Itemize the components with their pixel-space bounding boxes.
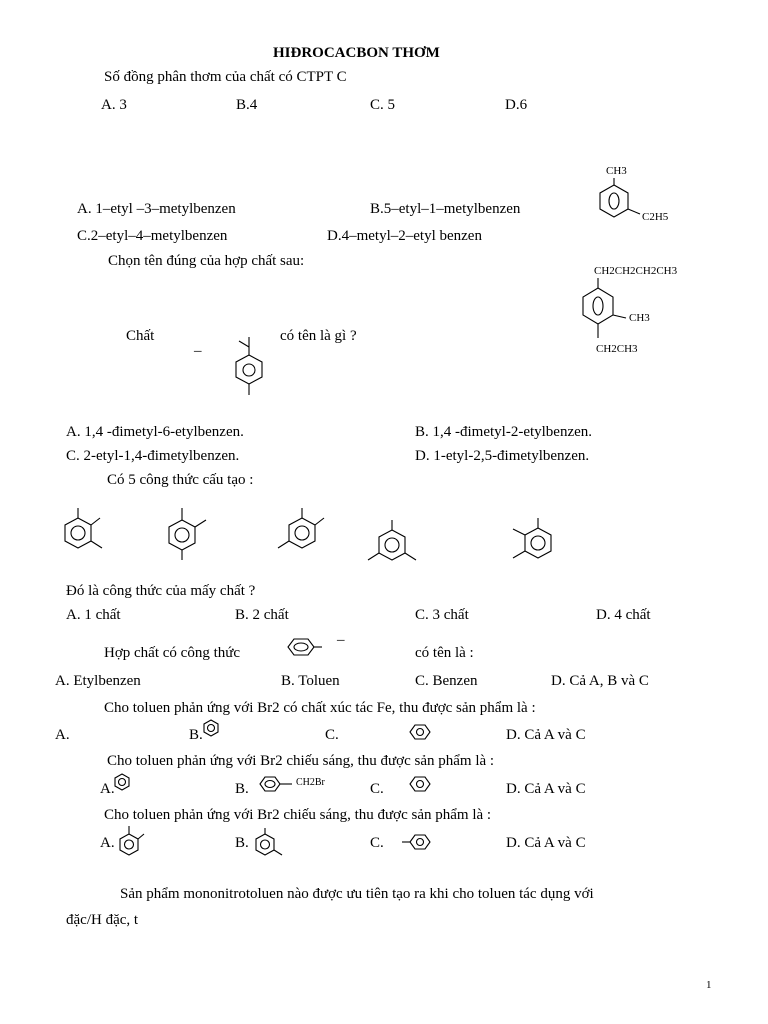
- q7-option-c-ring-icon: [404, 722, 436, 742]
- q7-stem: Cho toluen phản ứng với Br2 có chất xúc tác Fe, thu được sản phẩm là :: [104, 700, 536, 716]
- q9-option-c: C.: [370, 835, 384, 851]
- q5-structure-4-icon: [364, 518, 420, 566]
- q8-option-a-ring-icon: [112, 772, 132, 792]
- q7-option-b-ring-icon: [201, 718, 221, 738]
- page-title: HIĐROCACBON THƠM: [273, 45, 440, 61]
- q7-option-b: B.: [189, 727, 203, 743]
- q2-benzene-ring-icon: [590, 178, 640, 228]
- q5-structure-5-icon: [508, 516, 560, 566]
- q2-option-c: C.2–etyl–4–metylbenzen: [77, 228, 228, 244]
- page-number: 1: [706, 979, 712, 991]
- q6-option-c: C. Benzen: [415, 673, 478, 689]
- q8-option-d: D. Cả A và C: [506, 781, 586, 797]
- q9-option-b: B.: [235, 835, 249, 851]
- q8-option-c: C.: [370, 781, 384, 797]
- q8-option-b-label: CH2Br: [296, 777, 325, 788]
- q5-question: Đó là công thức của mấy chất ?: [66, 583, 256, 599]
- q2-struct-side-label: C2H5: [642, 211, 669, 223]
- q4-option-c: C. 2-etyl-1,4-đimetylbenzen.: [66, 448, 240, 464]
- q6-option-a: A. Etylbenzen: [55, 673, 141, 689]
- q5-stem: Có 5 công thức cấu tạo :: [107, 472, 254, 488]
- q5-option-b: B. 2 chất: [235, 607, 289, 623]
- q1-option-c: C. 5: [370, 97, 396, 113]
- q9-option-d: D. Cả A và C: [506, 835, 586, 851]
- q9-option-a-ring-icon: [116, 824, 144, 860]
- q5-option-d: D. 4 chất: [596, 607, 651, 623]
- q4-benzene-ring-icon: [225, 337, 275, 399]
- q3-struct-side-label: CH3: [629, 312, 650, 324]
- q2-option-a: A. 1–etyl –3–metylbenzen: [77, 201, 236, 217]
- q2-option-d: D.4–metyl–2–etyl benzen: [327, 228, 482, 244]
- q4-stem-right: có tên là gì ?: [280, 328, 357, 344]
- q6-benzene-ring-icon: [284, 636, 324, 658]
- q9-stem: Cho toluen phản ứng với Br2 chiếu sáng, thu được sản phẩm là :: [104, 807, 492, 823]
- q9-option-a: A.: [100, 835, 115, 851]
- q5-structure-2-icon: [158, 508, 210, 560]
- q3-stem: Chọn tên đúng của hợp chất sau:: [108, 253, 305, 269]
- q4-dash: –: [194, 343, 202, 359]
- q3-struct-top-label: CH2CH2CH2CH3: [594, 265, 678, 277]
- q8-option-b: B.: [235, 781, 249, 797]
- q5-structure-1-icon: [56, 508, 108, 558]
- q8-stem: Cho toluen phản ứng với Br2 chiếu sáng, thu được sản phẩm là :: [107, 753, 495, 769]
- q6-stem-left: Hợp chất có công thức: [104, 645, 241, 661]
- q3-benzene-ring-icon: [578, 278, 632, 344]
- q7-option-a: A.: [55, 727, 70, 743]
- q9-option-b-ring-icon: [252, 826, 284, 860]
- q6-dash: –: [337, 632, 345, 648]
- q5-option-a: A. 1 chất: [66, 607, 121, 623]
- q8-option-c-ring-icon: [404, 774, 436, 794]
- q1-option-b: B.4: [236, 97, 258, 113]
- q6-option-d: D. Cả A, B và C: [551, 673, 649, 689]
- q6-option-b: B. Toluen: [281, 673, 340, 689]
- q6-stem-right: có tên là :: [415, 645, 474, 661]
- q10-line2: đặc/H đặc, t: [66, 912, 139, 928]
- q7-option-c: C.: [325, 727, 339, 743]
- q10-line1: Sản phẩm mononitrotoluen nào được ưu tiên tạo ra khi cho toluen tác dụng với: [120, 886, 594, 902]
- q1-option-d: D.6: [505, 97, 528, 113]
- q2-struct-top-label: CH3: [606, 165, 627, 177]
- q9-option-c-ring-icon: [400, 830, 436, 854]
- q5-option-c: C. 3 chất: [415, 607, 469, 623]
- q1-stem: Số đồng phân thơm của chất có CTPT C: [104, 69, 347, 85]
- q3-struct-bottom-label: CH2CH3: [596, 343, 638, 355]
- q4-stem-left: Chất: [126, 328, 155, 344]
- q4-option-d: D. 1-etyl-2,5-đimetylbenzen.: [415, 448, 590, 464]
- q5-structure-3-icon: [274, 508, 326, 556]
- q4-option-b: B. 1,4 -đimetyl-2-etylbenzen.: [415, 424, 593, 440]
- q2-option-b: B.5–etyl–1–metylbenzen: [370, 201, 521, 217]
- q4-option-a: A. 1,4 -đimetyl-6-etylbenzen.: [66, 424, 244, 440]
- q8-option-b-ring-icon: [256, 774, 296, 794]
- q8-option-a: A.: [100, 781, 115, 797]
- q7-option-d: D. Cả A và C: [506, 727, 586, 743]
- q1-option-a: A. 3: [101, 97, 127, 113]
